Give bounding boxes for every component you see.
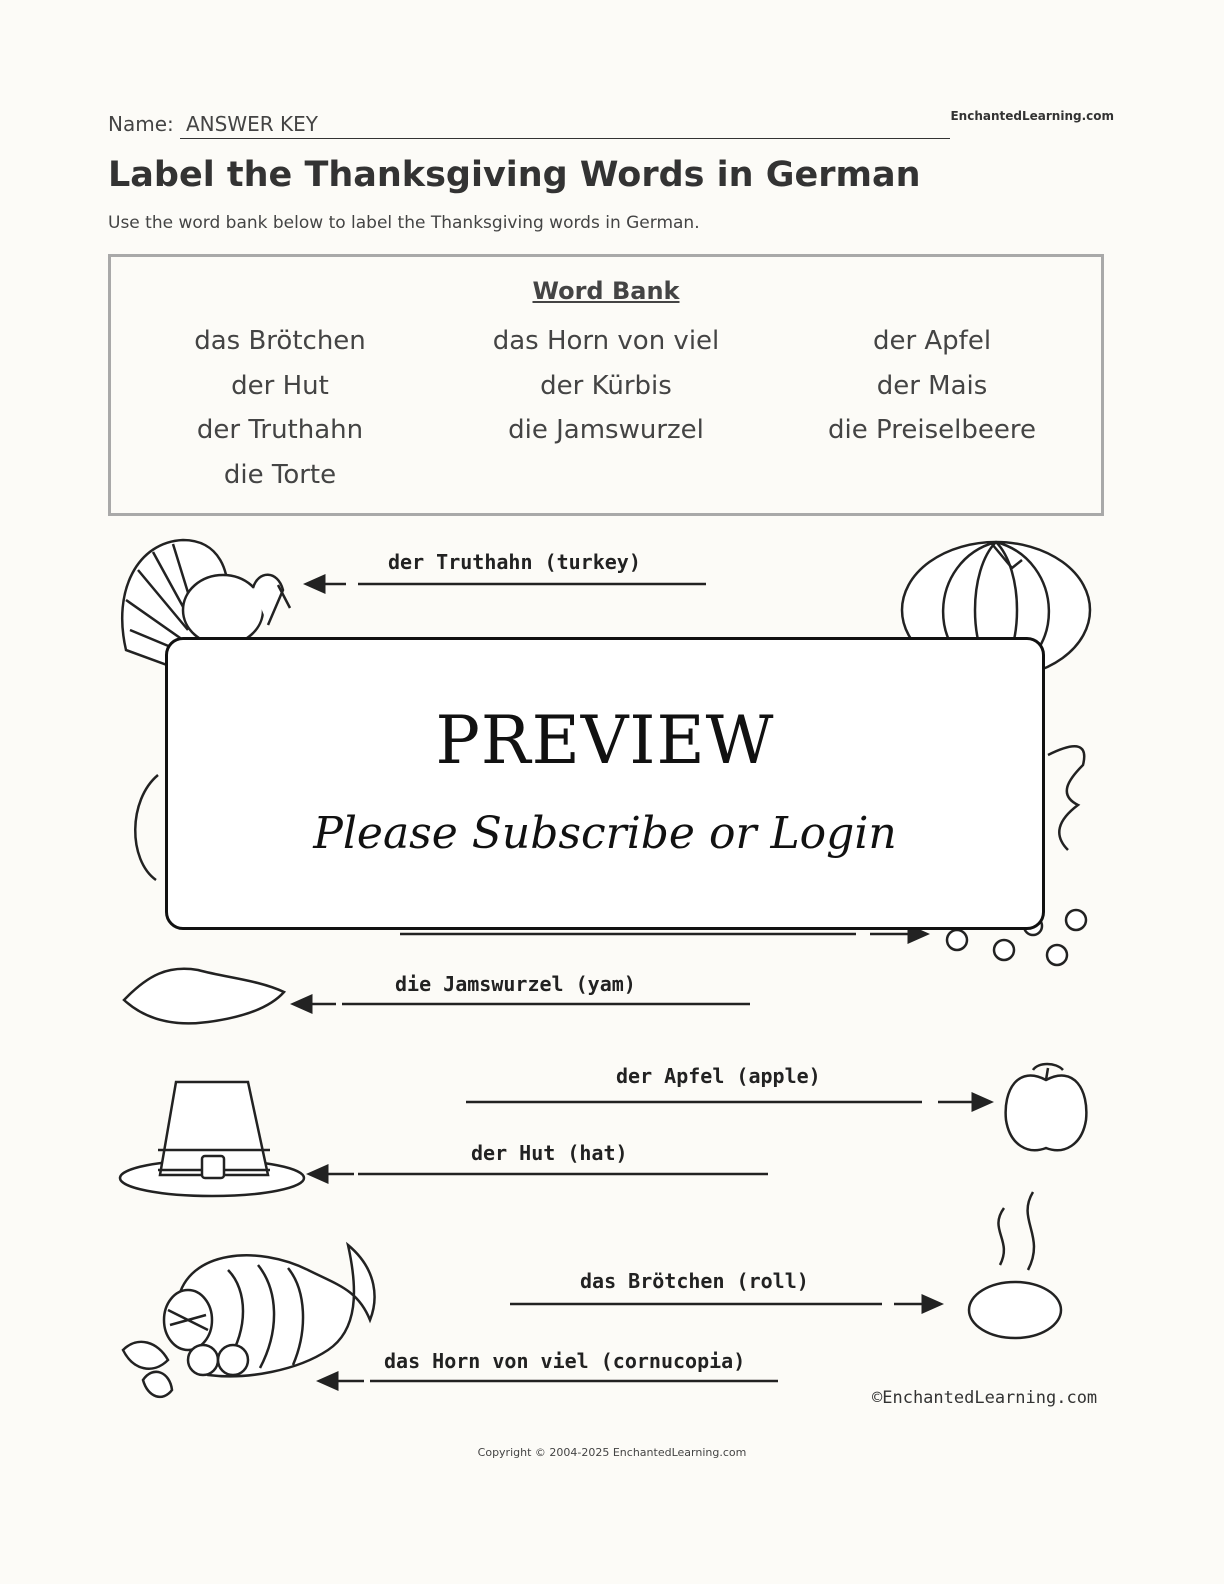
label-apple: der Apfel (apple) (616, 1064, 821, 1088)
label-turkey: der Truthahn (turkey) (388, 550, 641, 574)
word-bank-item: der Kürbis (540, 370, 672, 401)
corn-husk-icon (1048, 746, 1084, 850)
word-bank (108, 254, 1104, 516)
word-bank-item: der Mais (876, 370, 988, 401)
word-bank-column-2 (441, 319, 771, 453)
pie-edge-icon (135, 775, 158, 880)
page-title: Label the Thanksgiving Words in German (108, 155, 921, 195)
label-cornucopia: das Horn von viel (cornucopia) (384, 1349, 746, 1373)
word-bank-item: das Horn von viel (492, 326, 720, 356)
name-label: Name: (108, 112, 174, 136)
overlay-title: PREVIEW (435, 702, 775, 779)
roll-icon (969, 1192, 1061, 1338)
site-logo-text: EnchantedLearning.com (950, 109, 1114, 123)
cornucopia-icon (123, 1245, 375, 1397)
word-bank-title: Word Bank (532, 277, 680, 305)
word-bank-column-3 (767, 319, 1097, 453)
word-bank-item: der Apfel (872, 326, 992, 356)
illustration-credit: ©EnchantedLearning.com (872, 1388, 1098, 1408)
name-value: ANSWER KEY (186, 112, 318, 136)
word-bank-item: die Preiselbeere (828, 415, 1036, 445)
word-bank-item: der Hut (231, 370, 329, 401)
footer-copyright: Copyright © 2004-2025 EnchantedLearning.com (477, 1446, 747, 1459)
apple-icon (1006, 1064, 1087, 1150)
label-roll: das Brötchen (roll) (580, 1269, 809, 1293)
word-bank-item: das Brötchen (194, 326, 366, 356)
word-bank-item: die Jamswurzel (508, 415, 704, 445)
preview-overlay[interactable] (165, 637, 1045, 930)
label-hat: der Hut (hat) (471, 1141, 628, 1165)
instructions: Use the word bank below to label the Thanksgiving words in German. (108, 213, 700, 233)
yam-icon (124, 969, 284, 1024)
word-bank-item: der Truthahn (196, 415, 364, 445)
label-yam: die Jamswurzel (yam) (395, 972, 636, 996)
name-underline (180, 138, 950, 139)
hat-icon (120, 1082, 304, 1196)
word-bank-column-1 (115, 319, 445, 497)
word-bank-item: die Torte (223, 459, 337, 490)
name-row (108, 110, 950, 140)
overlay-subtitle[interactable]: Please Subscribe or Login (313, 808, 897, 859)
